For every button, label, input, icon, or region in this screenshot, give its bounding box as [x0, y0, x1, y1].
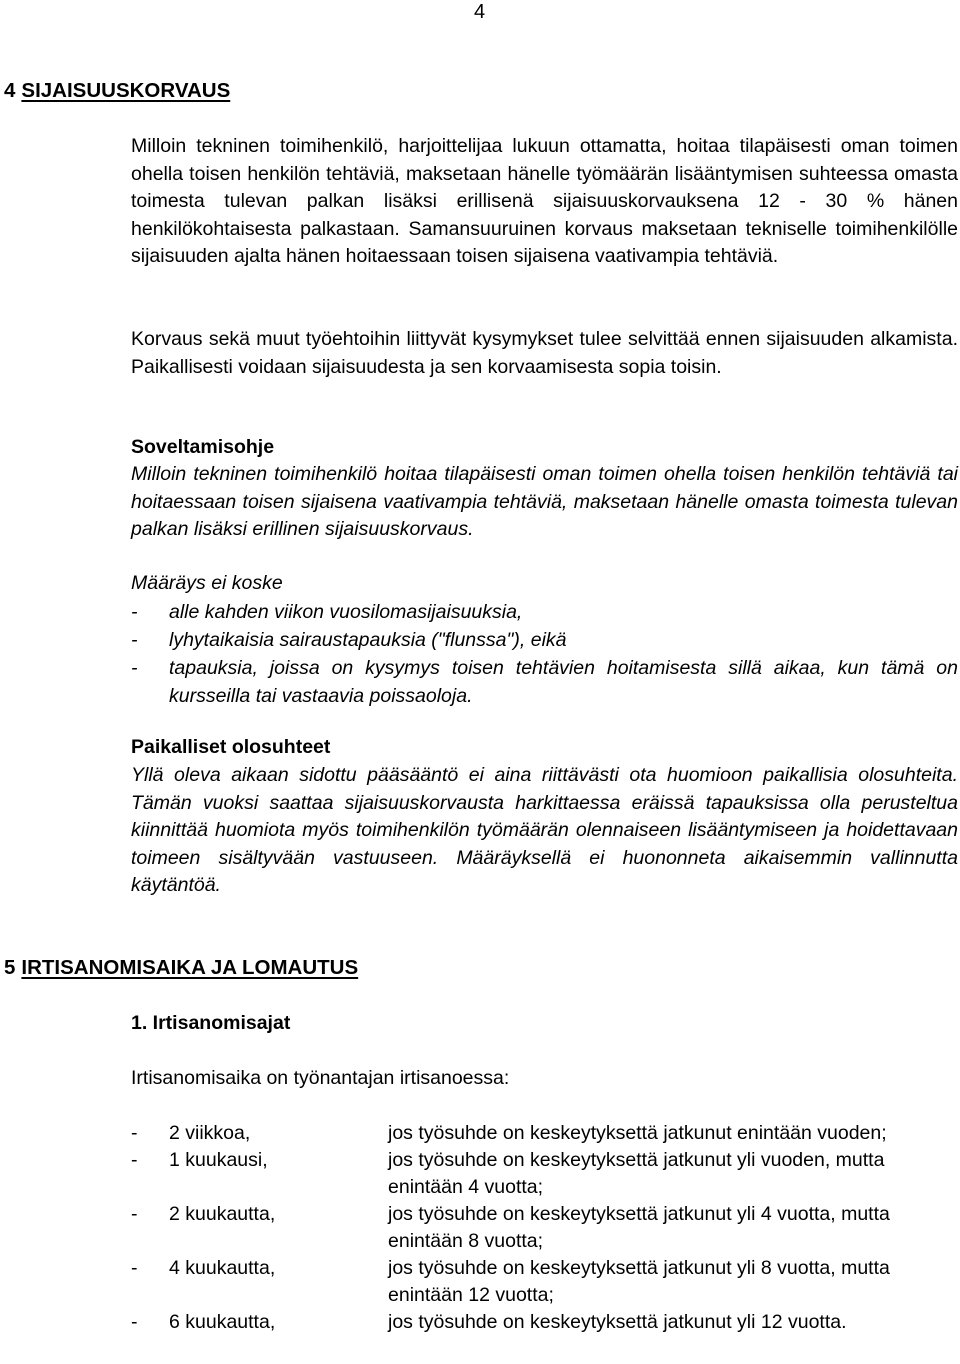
maarays-heading-block — [131, 570, 958, 598]
irtisanomisajat-heading: 1. Irtisanomisajat — [131, 1012, 291, 1034]
table-row — [131, 1147, 960, 1201]
soveltamisohje-text: Milloin tekninen toimihenkilö hoitaa tilapäisesti oman toimen ohella toisen henkilön tehtäviä tai hoitaessaan toisen sijaisena vaativampia tehtäviä, maksetaan hänelle omasta toimesta tulevan palkan lisäksi erillinen sijaisuuskorvaus. — [131, 463, 958, 540]
section-4-paragraph-1-block — [131, 133, 958, 271]
list-dash: - — [131, 1257, 138, 1279]
list-item-text: alle kahden viikon vuosilomasijaisuuksia, — [169, 601, 523, 623]
table-row — [131, 1120, 960, 1147]
maarays-list — [131, 598, 958, 710]
paikalliset-block — [131, 762, 958, 900]
notice-condition: jos työsuhde on keskeytyksettä jatkunut yli 4 vuotta, mutta enintään 8 vuotta; — [388, 1203, 890, 1252]
section-4-number: 4 — [4, 79, 16, 102]
maarays-heading: Määräys ei koske — [131, 572, 283, 594]
notice-condition: jos työsuhde on keskeytyksettä jatkunut yli 8 vuotta, mutta enintään 12 vuotta; — [388, 1257, 890, 1306]
notice-duration: 4 kuukautta, — [169, 1257, 276, 1279]
paikalliset-text: Yllä oleva aikaan sidottu pääsääntö ei aina riittävästi ota huomioon paikallisia olosuhteita. Tämän vuoksi saattaa sijaisuuskorvausta harkittaessa eräissä tapauksissa olla perusteltua kiinnittää huomiota myös toimihenkilön työmäärän olennaiseen lisääntymiseen ja hoidettavaan toimeen sisältyvään vastuuseen. Määräyksellä ei huononneta aikaisemmin vallinnutta käytäntöä. — [131, 764, 958, 896]
list-item — [131, 626, 958, 654]
list-dash: - — [131, 1122, 138, 1144]
list-item — [131, 654, 958, 710]
section-4-paragraph-1: Milloin tekninen toimihenkilö, harjoittelijaa lukuun ottamatta, hoitaa tilapäisesti oman toimen ohella toisen henkilön tehtäviä, maksetaan hänelle työmäärän lisääntymisen suhteessa omasta toimesta tulevan palkan lisäksi erillisenä sijaisuuskorvauksena 12 - 30 % hänen henkilökohtaisesta palkastaan. Samansuuruinen korvaus maksetaan tekniselle toimihenkilölle sijaisuuden ajalta hänen hoitaessaan toisen sijaisena vaativampia tehtäviä. — [131, 135, 958, 267]
section-4-paragraph-2: Korvaus sekä muut työehtoihin liittyvät kysymykset tulee selvittää ennen sijaisuuden alkamista. Paikallisesti voidaan sijaisuudesta ja sen korvaamisesta sopia toisin. — [131, 328, 958, 378]
section-5-title: IRTISANOMISAIKA JA LOMAUTUS — [21, 956, 359, 979]
table-row — [131, 1255, 960, 1309]
notice-duration: 2 kuukautta, — [169, 1203, 276, 1225]
list-item-text: tapauksia, joissa on kysymys toisen tehtävien hoitamisesta sillä aikaa, kun tämä on kursseilla tai vastaavia poissaoloja. — [169, 657, 958, 707]
soveltamisohje-heading: Soveltamisohje — [131, 436, 275, 458]
notice-duration: 1 kuukausi, — [169, 1149, 268, 1171]
notice-period-list — [131, 1120, 960, 1336]
irtisanomisaika-intro: Irtisanomisaika on työnantajan irtisanoessa: — [131, 1067, 510, 1089]
list-dash: - — [131, 629, 138, 651]
notice-condition: jos työsuhde on keskeytyksettä jatkunut yli 12 vuotta. — [388, 1311, 847, 1333]
notice-condition: jos työsuhde on keskeytyksettä jatkunut yli vuoden, mutta enintään 4 vuotta; — [388, 1149, 885, 1198]
table-row — [131, 1201, 960, 1255]
notice-duration: 2 viikkoa, — [169, 1122, 251, 1144]
soveltamisohje-block — [131, 461, 958, 544]
list-dash: - — [131, 601, 138, 623]
section-4-heading — [4, 78, 230, 104]
notice-condition: jos työsuhde on keskeytyksettä jatkunut enintään vuoden; — [388, 1122, 887, 1144]
section-5-number: 5 — [4, 956, 16, 979]
list-dash: - — [131, 1311, 138, 1333]
list-dash: - — [131, 1203, 138, 1225]
section-5-heading — [4, 955, 358, 981]
section-4-title: SIJAISUUSKORVAUS — [21, 79, 231, 102]
table-row — [131, 1309, 960, 1336]
list-dash: - — [131, 657, 138, 679]
notice-duration: 6 kuukautta, — [169, 1311, 276, 1333]
paikalliset-heading: Paikalliset olosuhteet — [131, 736, 331, 758]
section-4-paragraph-2-block — [131, 326, 958, 381]
irtisanomisaika-intro-block — [131, 1065, 958, 1093]
page-number: 4 — [474, 1, 486, 23]
list-dash: - — [131, 1149, 138, 1171]
list-item-text: lyhytaikaisia sairaustapauksia ("flunssa"), eikä — [169, 629, 567, 651]
list-item — [131, 598, 958, 626]
